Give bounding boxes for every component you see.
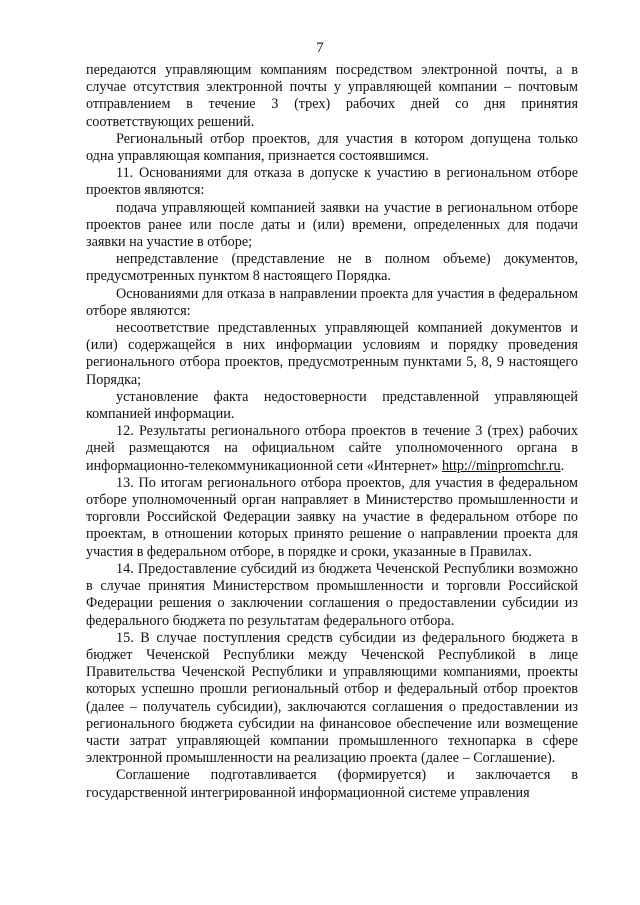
paragraph-regional-selection: Региональный отбор проектов, для участия в котором допущена только одна управляющая компания, признается состоявшимся. bbox=[86, 130, 578, 165]
paragraph-12-text: 12. Результаты регионального отбора проектов в течение 3 (трех) рабочих дней размещаются на официальном сайте уполномоченного органа в информационно-телекоммуникационной сети «Интернет» bbox=[86, 423, 578, 474]
paragraph-refusal-grounds: Основаниями для отказа в направлении проекта для участия в федеральном отборе являются: bbox=[86, 285, 578, 319]
paragraph-11-item-2: непредставление (представление не в полном объеме) документов, предусмотренных пунктом 8 настоящего Порядка. bbox=[86, 251, 578, 285]
paragraph-continuation: передаются управляющим компаниям посредством электронной почты, а в случае отсутствия электронной почты у управляющей компании – почтовым отправлением в течение 3 (трех) рабочих дней со дня принятия соответствующих решений. bbox=[86, 62, 578, 130]
paragraph-12 bbox=[86, 423, 578, 475]
paragraph-agreement: Соглашение подготавливается (формируется) и заключается в государственной интегрированной информационной системе управления bbox=[86, 767, 578, 801]
paragraph-14: 14. Предоставление субсидий из бюджета Чеченской Республики возможно в случае принятия Министерством промышленности и торговли Российской Федерации решения о заключении соглашения о предоставлении субсидии из федерального бюджета по результатам федерального отбора. bbox=[86, 560, 578, 629]
paragraph-13: 13. По итогам регионального отбора проектов, для участия в федеральном отборе уполномоченный орган направляет в Министерство промышленности и торговли Российской Федерации заявку на участие в федеральном отборе по проектам, в отношении которых принято решение о направлении проекта для участия в федеральном отборе, в порядке и сроки, указанные в Правилах. bbox=[86, 474, 578, 560]
page-number: 7 bbox=[316, 40, 324, 56]
document-body bbox=[86, 62, 578, 802]
ministry-website-link[interactable]: http://minpromchr.ru bbox=[441, 457, 561, 474]
paragraph-15: 15. В случае поступления средств субсидии из федерального бюджета в бюджет Чеченской Республики между Чеченской Республикой в лице Правительства Чеченской Республики и управляющими компаниями, проекты которых успешно прошли региональный отбор и федеральный отбор проектов (далее – получатель субсидии), заключаются соглашения о предоставлении из регионального бюджета субсидии на финансовое обеспечение или возмещение части затрат управляющей компании промышленного технопарка в сфере электронной промышленности на реализацию проекта (далее – Соглашение). bbox=[86, 629, 578, 767]
paragraph-12-end: . bbox=[560, 457, 565, 474]
paragraph-refusal-item-1: несоответствие представленных управляющей компанией документов и (или) содержащейся в них информации условиям и порядку проведения регионального отбора проектов, предусмотренным пунктами 5, 8, 9 настоящего Порядка; bbox=[86, 320, 578, 388]
paragraph-11-item-1: подача управляющей компанией заявки на участие в региональном отборе проектов ранее или после даты и (или) времени, определенных для подачи заявки на участие в отборе; bbox=[86, 199, 578, 251]
paragraph-refusal-item-2: установление факта недостоверности представленной управляющей компанией информации. bbox=[86, 388, 578, 423]
paragraph-11: 11. Основаниями для отказа в допуске к участию в региональном отборе проектов являются: bbox=[86, 165, 578, 199]
